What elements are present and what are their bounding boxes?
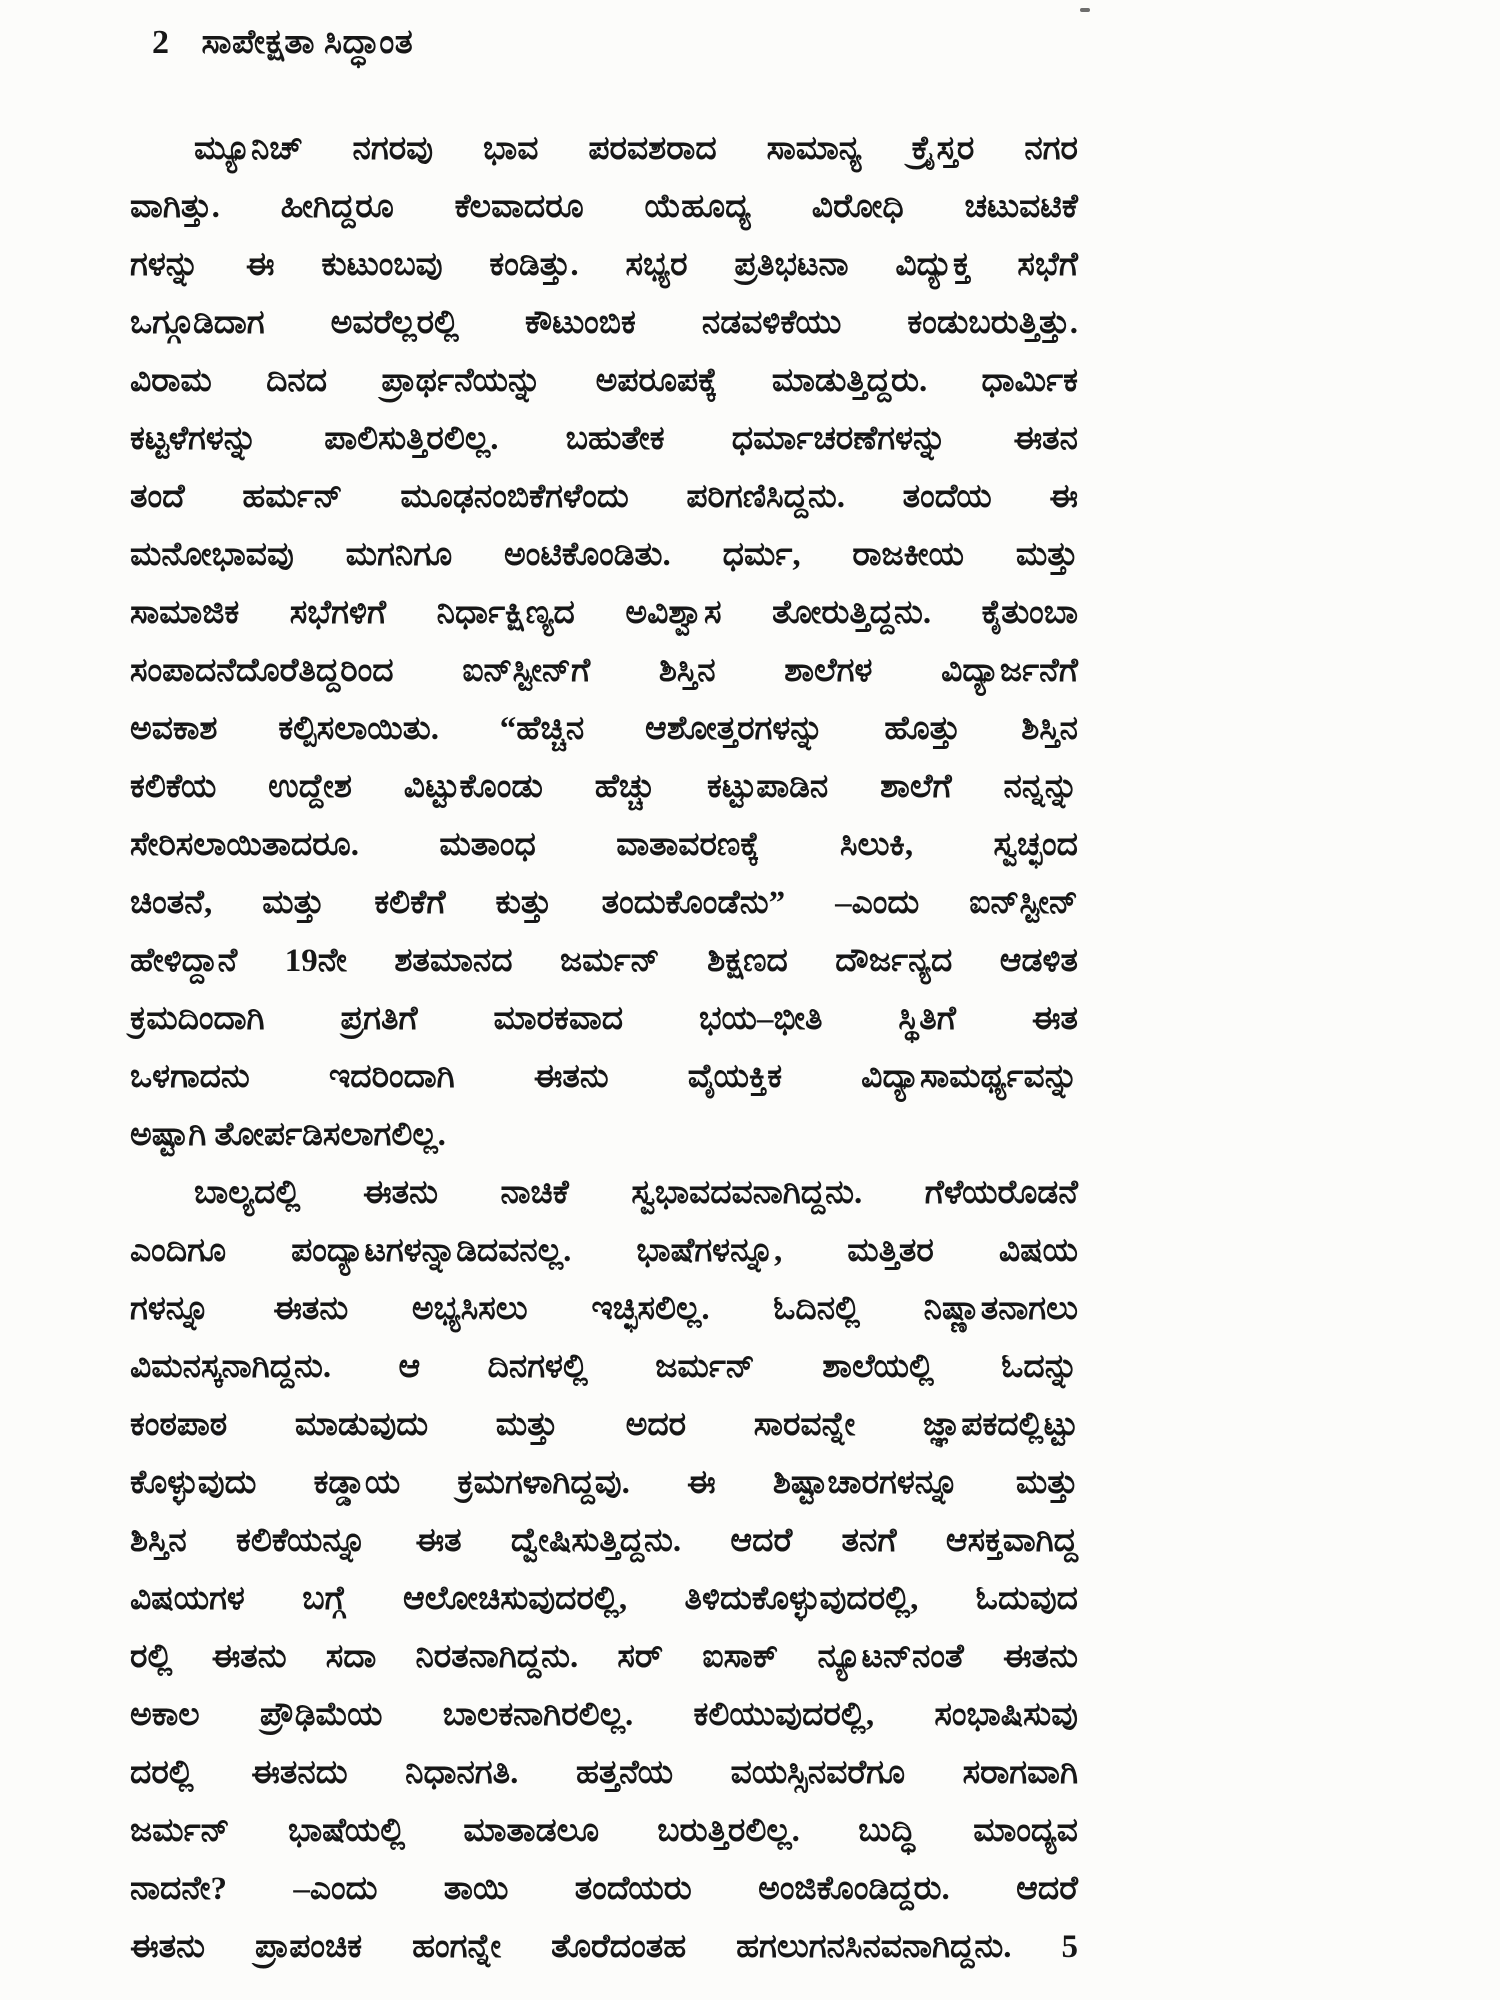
text-line: ಹೇಳಿದ್ದಾನೆ 19ನೇ ಶತಮಾನದ ಜರ್ಮನ್ ಶಿಕ್ಷಣದ ದೌರ್ಜನ್ಯದ ಆಡಳಿತ (130, 943, 1078, 979)
text-line: ಎಂದಿಗೂ ಪಂದ್ಯಾಟಗಳನ್ನಾಡಿದವನಲ್ಲ. ಭಾಷೆಗಳನ್ನೂ, ಮತ್ತಿತರ ವಿಷಯ (130, 1233, 1078, 1269)
page-header (152, 24, 413, 62)
text-line: ಕೊಳ್ಳುವುದು ಕಡ್ಡಾಯ ಕ್ರಮಗಳಾಗಿದ್ದವು. ಈ ಶಿಷ್ಟಾಚಾರಗಳನ್ನೂ ಮತ್ತು (130, 1465, 1078, 1501)
page-number: 2 (152, 24, 170, 61)
text-line: ವಿಷಯಗಳ ಬಗ್ಗೆ ಆಲೋಚಿಸುವುದರಲ್ಲಿ, ತಿಳಿದುಕೊಳ್ಳುವುದರಲ್ಲಿ, ಓದುವುದ (130, 1581, 1078, 1617)
text-line: ಗಳನ್ನು ಈ ಕುಟುಂಬವು ಕಂಡಿತ್ತು. ಸಭ್ಯರ ಪ್ರತಿಭಟನಾ ವಿದ್ಯುಕ್ತ ಸಭೆಗೆ (130, 247, 1078, 283)
text-body (130, 120, 1078, 1976)
text-line: ತಂದೆ ಹರ್ಮನ್ ಮೂಢನಂಬಿಕೆಗಳೆಂದು ಪರಿಗಣಿಸಿದ್ದನು. ತಂದೆಯ ಈ (130, 479, 1078, 515)
text-line: ಸಾಮಾಜಿಕ ಸಭೆಗಳಿಗೆ ನಿರ್ಧಾಕ್ಷಿಣ್ಯದ ಅವಿಶ್ವಾಸ ತೋರುತ್ತಿದ್ದನು. ಕೈತುಂಬಾ (130, 595, 1078, 631)
text-line: ಚಿಂತನೆ, ಮತ್ತು ಕಲಿಕೆಗೆ ಕುತ್ತು ತಂದುಕೊಂಡೆನು” –ಎಂದು ಐನ್‌ಸ್ಟೀನ್ (130, 885, 1078, 921)
text-line: ಅಕಾಲ ಪ್ರೌಢಿಮೆಯ ಬಾಲಕನಾಗಿರಲಿಲ್ಲ. ಕಲಿಯುವುದರಲ್ಲಿ, ಸಂಭಾಷಿಸುವು (130, 1697, 1078, 1733)
text-line: ವಿಮನಸ್ಕನಾಗಿದ್ದನು. ಆ ದಿನಗಳಲ್ಲಿ ಜರ್ಮನ್ ಶಾಲೆಯಲ್ಲಿ ಓದನ್ನು (130, 1349, 1078, 1385)
text-line: ಅಷ್ಟಾಗಿ ತೋರ್ಪಡಿಸಲಾಗಲಿಲ್ಲ. (130, 1117, 446, 1153)
text-line: ಸಂಪಾದನೆದೊರೆತಿದ್ದರಿಂದ ಐನ್‌ಸ್ಟೀನ್‌ಗೆ ಶಿಸ್ತಿನ ಶಾಲೆಗಳ ವಿದ್ಯಾರ್ಜನೆಗೆ (130, 653, 1078, 689)
text-line: ಈತನು ಪ್ರಾಪಂಚಿಕ ಹಂಗನ್ನೇ ತೊರೆದಂತಹ ಹಗಲುಗನಸಿನವನಾಗಿದ್ದನು. 5 (130, 1929, 1078, 1965)
text-line: ಕಲಿಕೆಯ ಉದ್ದೇಶ ವಿಟ್ಟುಕೊಂಡು ಹೆಚ್ಚು ಕಟ್ಟುಪಾಡಿನ ಶಾಲೆಗೆ ನನ್ನನ್ನು (130, 769, 1078, 805)
text-line: ಗಳನ್ನೂ ಈತನು ಅಭ್ಯಸಿಸಲು ಇಚ್ಛಿಸಲಿಲ್ಲ. ಓದಿನಲ್ಲಿ ನಿಷ್ಣಾತನಾಗಲು (130, 1291, 1078, 1327)
text-line: ಮ್ಯೂನಿಚ್ ನಗರವು ಭಾವ ಪರವಶರಾದ ಸಾಮಾನ್ಯ ಕ್ರೈಸ್ತರ ನಗರ (194, 131, 1078, 167)
text-line: ಒಗ್ಗೂಡಿದಾಗ ಅವರೆಲ್ಲರಲ್ಲಿ ಕೌಟುಂಬಿಕ ನಡವಳಿಕೆಯು ಕಂಡುಬರುತ್ತಿತ್ತು. (130, 305, 1078, 341)
text-line: ಅವಕಾಶ ಕಲ್ಪಿಸಲಾಯಿತು. “ಹೆಚ್ಚಿನ ಆಶೋತ್ತರಗಳನ್ನು ಹೊತ್ತು ಶಿಸ್ತಿನ (130, 711, 1078, 747)
text-line: ಜರ್ಮನ್ ಭಾಷೆಯಲ್ಲಿ ಮಾತಾಡಲೂ ಬರುತ್ತಿರಲಿಲ್ಲ. ಬುದ್ಧಿ ಮಾಂದ್ಯವ (130, 1813, 1078, 1849)
scan-artifact (1080, 8, 1090, 12)
text-line: ದರಲ್ಲಿ ಈತನದು ನಿಧಾನಗತಿ. ಹತ್ತನೆಯ ವಯಸ್ಸಿನವರೆಗೂ ಸರಾಗವಾಗಿ (130, 1755, 1078, 1791)
text-line: ಸೇರಿಸಲಾಯಿತಾದರೂ. ಮತಾಂಧ ವಾತಾವರಣಕ್ಕೆ ಸಿಲುಕಿ, ಸ್ವಚ್ಛಂದ (130, 827, 1078, 863)
running-title: ಸಾಪೇಕ್ಷತಾ ಸಿದ್ಧಾಂತ (201, 24, 414, 61)
text-line: ಮನೋಭಾವವು ಮಗನಿಗೂ ಅಂಟಿಕೊಂಡಿತು. ಧರ್ಮ, ರಾಜಕೀಯ ಮತ್ತು (130, 537, 1078, 573)
paragraph-2 (130, 1164, 1078, 1976)
text-line: ನಾದನೇ? –ಎಂದು ತಾಯಿ ತಂದೆಯರು ಅಂಜಿಕೊಂಡಿದ್ದರು. ಆದರೆ (130, 1871, 1078, 1907)
text-line: ಶಿಸ್ತಿನ ಕಲಿಕೆಯನ್ನೂ ಈತ ದ್ವೇಷಿಸುತ್ತಿದ್ದನು. ಆದರೆ ತನಗೆ ಆಸಕ್ತವಾಗಿದ್ದ (130, 1523, 1078, 1559)
paragraph-1 (130, 120, 1078, 1164)
text-line: ವಾಗಿತ್ತು. ಹೀಗಿದ್ದರೂ ಕೆಲವಾದರೂ ಯೆಹೂದ್ಯ ವಿರೋಧಿ ಚಟುವಟಿಕೆ (130, 189, 1078, 225)
text-line: ವಿರಾಮ ದಿನದ ಪ್ರಾರ್ಥನೆಯನ್ನು ಅಪರೂಪಕ್ಕೆ ಮಾಡುತ್ತಿದ್ದರು. ಧಾರ್ಮಿಕ (130, 363, 1078, 399)
text-line: ಕಂಠಪಾಠ ಮಾಡುವುದು ಮತ್ತು ಅದರ ಸಾರವನ್ನೇ ಜ್ಞಾಪಕದಲ್ಲಿಟ್ಟು (130, 1407, 1078, 1443)
text-line: ಬಾಲ್ಯದಲ್ಲಿ ಈತನು ನಾಚಿಕೆ ಸ್ವಭಾವದವನಾಗಿದ್ದನು. ಗೆಳೆಯರೊಡನೆ (194, 1175, 1078, 1211)
text-line: ಕ್ರಮದಿಂದಾಗಿ ಪ್ರಗತಿಗೆ ಮಾರಕವಾದ ಭಯ–ಭೀತಿ ಸ್ಥಿತಿಗೆ ಈತ (130, 1001, 1078, 1037)
text-line: ಒಳಗಾದನು ಇದರಿಂದಾಗಿ ಈತನು ವೈಯಕ್ತಿಕ ವಿದ್ಯಾಸಾಮರ್ಥ್ಯವನ್ನು (130, 1059, 1078, 1095)
text-line: ಕಟ್ಟಳೆಗಳನ್ನು ಪಾಲಿಸುತ್ತಿರಲಿಲ್ಲ. ಬಹುತೇಕ ಧರ್ಮಾಚರಣೆಗಳನ್ನು ಈತನ (130, 421, 1078, 457)
text-line: ರಲ್ಲಿ ಈತನು ಸದಾ ನಿರತನಾಗಿದ್ದನು. ಸರ್ ಐಸಾಕ್ ನ್ಯೂಟನ್‌ನಂತೆ ಈತನು (130, 1639, 1078, 1675)
